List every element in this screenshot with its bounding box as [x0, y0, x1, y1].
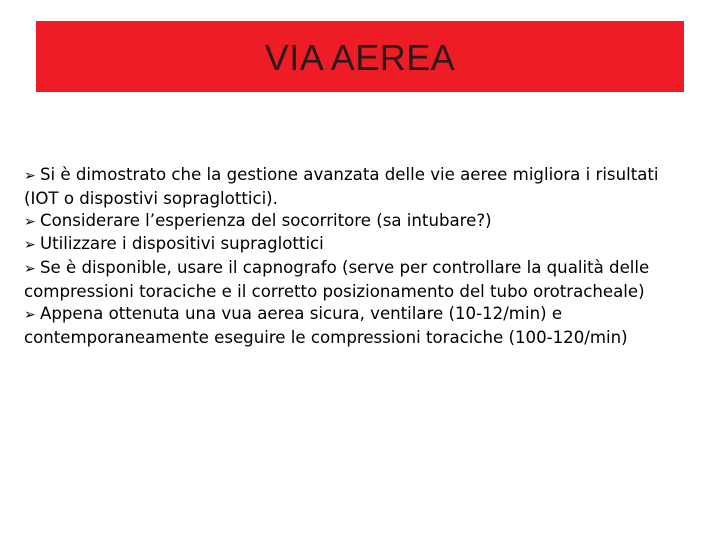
bullet-list [24, 164, 696, 348]
slide-title: VIA AEREA [264, 36, 456, 78]
list-item [24, 233, 696, 257]
arrow-bullet-icon: ➢ [24, 306, 36, 323]
arrow-bullet-icon: ➢ [24, 237, 36, 254]
bullet-text: Appena ottenuta una vua aerea sicura, ventilare (10-12/min) e contemporaneamente eseguire le compressioni toraciche (100-120/min) [24, 303, 628, 347]
arrow-bullet-icon: ➢ [24, 261, 36, 278]
list-item [24, 210, 696, 234]
list-item [24, 303, 696, 349]
list-item [24, 164, 696, 210]
arrow-bullet-icon: ➢ [24, 168, 36, 184]
bullet-text: Considerare l’esperienza del socorritore (sa intubare?) [40, 210, 492, 230]
arrow-bullet-icon: ➢ [24, 213, 36, 230]
list-item [24, 257, 696, 303]
bullet-text: Si è dimostrato che la gestione avanzata delle vie aeree migliora i risultati (IOT o dispostivi sopraglottici). [24, 165, 659, 208]
bullet-text: Utilizzare i dispositivi supraglottici [40, 234, 324, 254]
bullet-text: Se è disponible, usare il capnografo (serve per controllare la qualità delle compressioni toraciche e il corretto posizionamento del tubo orotracheale) [24, 258, 650, 301]
title-banner [36, 21, 684, 92]
